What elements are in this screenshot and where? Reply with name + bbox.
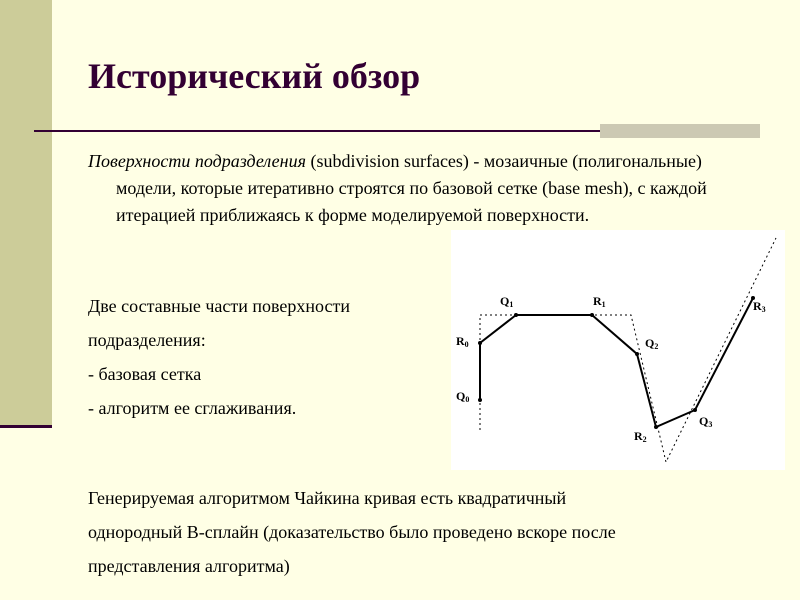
components-item: - алгоритм ее сглаживания.: [88, 398, 297, 418]
sidebar-underline: [0, 425, 52, 428]
label-q3: Q3: [699, 414, 713, 429]
conclusion-line: однородный В-сплайн (доказательство было проведено вскоре после: [88, 522, 616, 542]
slide-title: Исторический обзор: [88, 56, 421, 96]
label-r0: R0: [456, 334, 469, 349]
point-r2: [654, 425, 658, 429]
sidebar-decoration: [0, 0, 52, 425]
conclusion-line: представления алгоритма): [88, 556, 290, 576]
point-q2: [635, 352, 639, 356]
subdivided-curve: [480, 298, 753, 427]
components-list: [88, 290, 350, 426]
label-q1: Q1: [500, 294, 514, 309]
point-q1: [514, 313, 518, 317]
point-r1: [590, 313, 594, 317]
point-q0: [478, 398, 482, 402]
label-q2: Q2: [645, 336, 659, 351]
conclusion-line: Генерируемая алгоритмом Чайкина кривая есть квадратичный: [88, 488, 567, 508]
chaikin-diagram: [451, 230, 785, 470]
label-q0: Q0: [456, 389, 470, 404]
point-r0: [478, 341, 482, 345]
definition-term: Поверхности подразделения: [88, 151, 306, 171]
label-r2: R2: [634, 429, 647, 444]
label-r1: R1: [593, 294, 606, 309]
chaikin-diagram-svg: [451, 230, 785, 470]
components-item: - базовая сетка: [88, 364, 202, 384]
conclusion-text: [88, 482, 616, 584]
definition-paragraph: [88, 148, 736, 229]
title-divider-accent: [600, 124, 760, 138]
control-polygon: [480, 238, 776, 462]
label-r3: R3: [753, 299, 766, 314]
definition-text: (subdivision surfaces) - мозаичные (полигональные) модели, которые итеративно строятся по базовой сетке (base mesh), с каждой итерацией приближаясь к форме моделируемой поверхности.: [116, 151, 707, 225]
point-q3: [693, 408, 697, 412]
components-line: подразделения:: [88, 330, 206, 350]
components-line: Две составные части поверхности: [88, 296, 350, 316]
